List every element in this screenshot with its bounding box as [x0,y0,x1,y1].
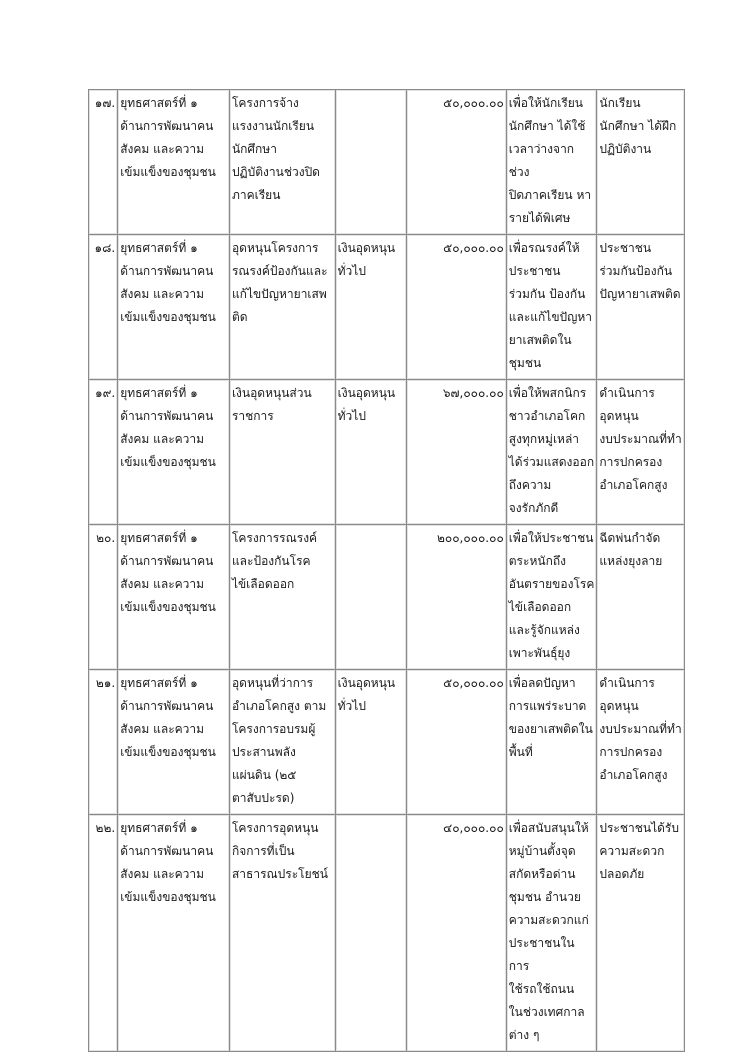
objective-line: ตระหนักถึง [508,554,566,568]
strategy-line: สังคม และความ [120,867,205,881]
strategy-line: ด้านการพัฒนาคน [120,409,214,423]
objective-line: เพื่อรณรงค์ให้ [508,241,580,255]
project-cell [229,235,335,380]
objective-line: และแก้ไขปัญหา [508,310,593,324]
output-line: ปลอดภัย [599,867,645,881]
project-line: ปฏิบัติงานช่วงปิด [231,165,320,179]
objective-line: จงรักภักดี [508,501,559,515]
budget-amount: ๔๐,๐๐๐.๐๐ [407,815,507,1052]
objective-line: เพื่อลดปัญหา [508,676,576,690]
output-line: อำเภอโคกสูง [599,768,668,782]
output-line: การปกครอง [599,455,663,469]
project-line: อุดหนุนโครงการ [231,241,319,255]
row-number: ๑๗. [89,90,118,235]
output-line: นักศึกษา ได้ฝึก [599,119,677,133]
output-line: ปฏิบัติงาน [599,142,652,156]
project-line: โครงการรณรงค์ [231,531,318,545]
budget-amount: ๒๐๐,๐๐๐.๐๐ [407,525,507,670]
objective-line: ปิดภาคเรียน หา [508,188,592,202]
project-line: ตาสับปะรด) [231,791,295,805]
output-line: งบประมาณที่ทำ [599,722,682,736]
project-line: โครงการอบรมผู้ [231,722,316,736]
strategy-line: ยุทธศาสตร์ที่ ๑ [120,96,198,110]
objective-line: เพื่อให้นักเรียน [508,96,584,110]
strategy-line: ด้านการพัฒนาคน [120,119,214,133]
budget-type-line: ทั่วไป [337,699,366,713]
project-line: อุดหนุนที่ว่าการ [231,676,314,690]
output-line: แหล่งยุงลาย [599,554,663,568]
strategy-cell [118,90,230,235]
output-cell [597,90,685,235]
objective-line: ไข้เลือดออก [508,600,572,614]
objective-cell [506,380,597,525]
output-line: อำเภอโคกสูง [599,478,668,492]
strategy-line: ด้านการพัฒนาคน [120,844,214,858]
objective-line: ยาเสพติดใน [508,333,572,347]
output-cell [597,670,685,815]
output-line: การปกครอง [599,745,663,759]
objective-line: นักศึกษา ได้ใช้ [508,119,586,133]
output-line: อุดหนุน [599,409,639,423]
output-line: ประชาชนได้รับ [599,821,679,835]
objective-line: อันตรายของโรค [508,577,595,591]
strategy-line: ยุทธศาสตร์ที่ ๑ [120,386,198,400]
output-line: ดำเนินการ [599,676,655,690]
table-row [89,90,685,235]
objective-line: สกัดหรือด่าน [508,867,576,881]
output-cell [597,235,685,380]
project-line: รณรงค์ป้องกันและ [231,264,328,278]
objective-line: ร่วมกัน ป้องกัน [508,287,586,301]
output-cell [597,380,685,525]
budget-amount: ๕๐,๐๐๐.๐๐ [407,90,507,235]
row-number: ๒๒. [89,815,118,1052]
budget-type-cell [335,525,406,670]
project-line: โครงการอุดหนุน [231,821,319,835]
objective-line: และรู้จักแหล่ง [508,623,580,637]
objective-line: เพื่อสนับสนุนให้ [508,821,589,835]
strategy-line: เข้มแข็งของชุมชน [120,310,216,324]
strategy-line: สังคม และความ [120,722,205,736]
project-line: แรงงานนักเรียน [231,119,315,133]
objective-cell [506,90,597,235]
project-cell [229,380,335,525]
output-line: ฉีดพ่นกำจัด [599,531,661,545]
output-line: นักเรียน [599,96,641,110]
project-line: อำเภอโคกสูง ตาม [231,699,327,713]
objective-line: ในช่วงเทศกาล [508,1005,585,1019]
project-cell [229,90,335,235]
strategy-line: ยุทธศาสตร์ที่ ๑ [120,676,198,690]
objective-cell [506,670,597,815]
objective-line: ต่าง ๆ [508,1028,540,1042]
budget-amount: ๕๐,๐๐๐.๐๐ [407,670,507,815]
objective-line: ได้ร่วมแสดงออก [508,455,595,469]
strategy-line: ยุทธศาสตร์ที่ ๑ [120,821,198,835]
objective-line: พื้นที่ [508,745,533,759]
budget-type-cell [335,235,406,380]
budget-amount: ๖๗,๐๐๐.๐๐ [407,380,507,525]
project-line: ภาคเรียน [231,188,281,202]
objective-line: การแพร่ระบาด [508,699,587,713]
objective-line: รายได้พิเศษ [508,211,571,225]
table-row [89,670,685,815]
output-line: ประชาชน [599,241,652,255]
objective-line: ประชาชน [508,264,561,278]
output-line: อุดหนุน [599,699,639,713]
project-line: ราชการ [231,409,274,423]
objective-line: ถึงความ [508,478,552,492]
project-cell [229,525,335,670]
project-cell [229,670,335,815]
objective-cell [506,235,597,380]
project-line: นักศึกษา [231,142,277,156]
objective-line: เพาะพันธุ์ยุง [508,646,571,660]
row-number: ๒๐. [89,525,118,670]
project-line: แก้ไขปัญหายาเสพ [231,287,327,301]
objective-line: ใช้รถใช้ถนน [508,982,575,996]
objective-line: เวลาว่างจากช่วง [508,142,575,179]
objective-line: ชุมชน อำนวย [508,890,581,904]
output-line: ปัญหายาเสพติด [599,287,681,301]
strategy-line: ด้านการพัฒนาคน [120,554,214,568]
objective-cell [506,815,597,1052]
objective-line: ชุมชน [508,356,542,370]
strategy-line: ด้านการพัฒนาคน [120,264,214,278]
objective-line: สูงทุกหมู่เหล่า [508,432,580,446]
project-line: สาธารณประโยชน์ [231,867,328,881]
budget-type-cell [335,815,406,1052]
budget-type-cell [335,90,406,235]
output-line: ความสะดวก [599,844,665,858]
strategy-line: ยุทธศาสตร์ที่ ๑ [120,531,198,545]
budget-type-line: ทั่วไป [337,264,366,278]
project-table [88,89,685,1052]
strategy-line: เข้มแข็งของชุมชน [120,600,216,614]
strategy-line: สังคม และความ [120,142,205,156]
project-line: ไข้เลือดออก [231,577,295,591]
table-row [89,815,685,1052]
strategy-line: สังคม และความ [120,287,205,301]
project-line: โครงการจ้าง [231,96,299,110]
budget-type-line: เงินอุดหนุน [337,386,396,400]
objective-line: ของยาเสพติดใน [508,722,593,736]
project-line: กิจการที่เป็น [231,844,295,858]
strategy-cell [118,815,230,1052]
strategy-line: เข้มแข็งของชุมชน [120,745,216,759]
objective-line: เพื่อให้พสกนิกร [508,386,587,400]
row-number: ๒๑. [89,670,118,815]
table-row [89,525,685,670]
output-cell [597,525,685,670]
strategy-line: เข้มแข็งของชุมชน [120,165,216,179]
budget-type-cell [335,380,406,525]
budget-type-line: ทั่วไป [337,409,366,423]
strategy-line: ยุทธศาสตร์ที่ ๑ [120,241,198,255]
strategy-line: สังคม และความ [120,432,205,446]
budget-type-line: เงินอุดหนุน [337,241,396,255]
strategy-cell [118,670,230,815]
objective-cell [506,525,597,670]
budget-type-line: เงินอุดหนุน [337,676,396,690]
budget-type-cell [335,670,406,815]
strategy-cell [118,380,230,525]
output-line: ดำเนินการ [599,386,655,400]
row-number: ๑๘. [89,235,118,380]
strategy-line: เข้มแข็งของชุมชน [120,890,216,904]
objective-line: เพื่อให้ประชาชน [508,531,594,545]
strategy-line: เข้มแข็งของชุมชน [120,455,216,469]
objective-line: ประชาชนในการ [508,936,575,973]
strategy-line: สังคม และความ [120,577,205,591]
project-line: ติด [231,310,248,324]
row-number: ๑๙. [89,380,118,525]
project-line: เงินอุดหนุนส่วน [231,386,312,400]
project-line: ประสานพลัง [231,745,296,759]
table-row [89,380,685,525]
project-line: แผ่นดิน (๒๕ [231,768,297,782]
output-line: ร่วมกันป้องกัน [599,264,673,278]
strategy-line: ด้านการพัฒนาคน [120,699,214,713]
objective-line: หมู่บ้านตั้งจุด [508,844,576,858]
output-line: งบประมาณที่ทำ [599,432,682,446]
strategy-cell [118,235,230,380]
objective-line: ชาวอำเภอโคก [508,409,586,423]
output-cell [597,815,685,1052]
strategy-cell [118,525,230,670]
project-line: และป้องกันโรค [231,554,311,568]
project-cell [229,815,335,1052]
objective-line: ความสะดวกแก่ [508,913,589,927]
budget-amount: ๕๐,๐๐๐.๐๐ [407,235,507,380]
table-row [89,235,685,380]
